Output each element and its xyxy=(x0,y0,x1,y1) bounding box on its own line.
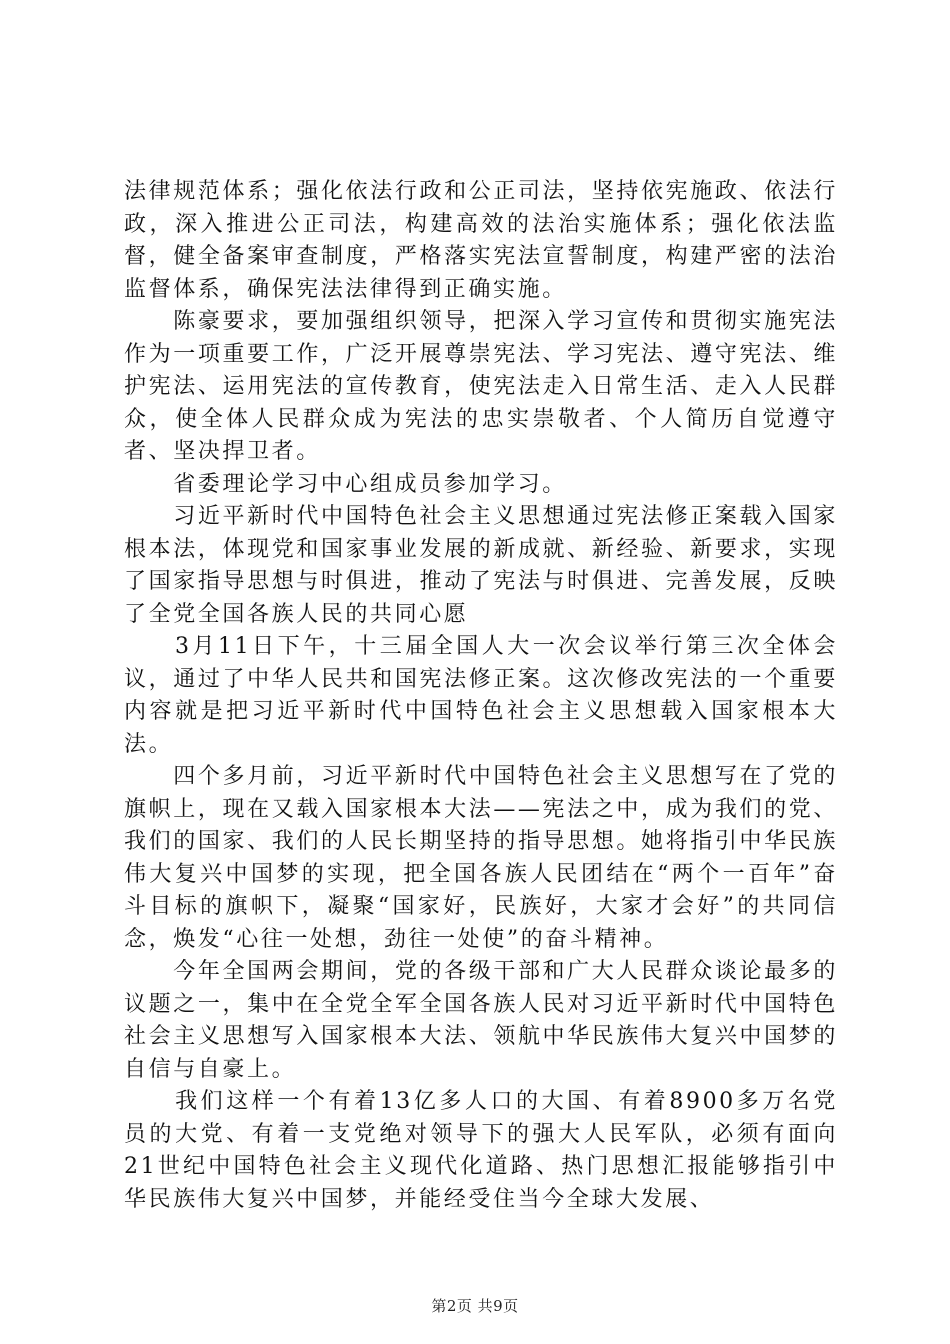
paragraph-2: 陈豪要求，要加强组织领导，把深入学习宣传和贯彻实施宪法作为一项重要工作，广泛开展尊崇宪法、学习宪法、遵守宪法、维护宪法、运用宪法的宣传教育，使宪法走入日常生活、走入人民群众，使全体人民群众成为宪法的忠实崇敬者、个人简历自觉遵守者、坚决捍卫者。 xyxy=(124,309,838,464)
document-body xyxy=(124,176,838,1216)
paragraph-4: 习近平新时代中国特色社会主义思想通过宪法修正案载入国家根本法，体现党和国家事业发展的新成就、新经验、新要求，实现了国家指导思想与时俱进，推动了宪法与时俱进、完善发展，反映了全党全国各族人民的共同心愿 xyxy=(124,504,838,627)
paragraph-1: 法律规范体系；强化依法行政和公正司法，坚持依宪施政、依法行政，深入推进公正司法，构建高效的法治实施体系；强化依法监督，健全备案审查制度，严格落实宪法宣誓制度，构建严密的法治监督体系，确保宪法法律得到正确实施。 xyxy=(124,179,838,302)
paragraph-7: 今年全国两会期间，党的各级干部和广大人民群众谈论最多的议题之一，集中在全党全军全国各族人民对习近平新时代中国特色社会主义思想写入国家根本大法、领航中华民族伟大复兴中国梦的自信与自豪上。 xyxy=(124,959,838,1082)
paragraph-6: 四个多月前，习近平新时代中国特色社会主义思想写在了党的旗帜上，现在又载入国家根本大法——宪法之中，成为我们的党、我们的国家、我们的人民长期坚持的指导思想。她将指引中华民族伟大复兴中国梦的实现，把全国各族人民团结在“两个一百年”奋斗目标的旗帜下，凝聚“国家好，民族好，大家才会好”的共同信念，焕发“心往一处想，劲往一处使”的奋斗精神。 xyxy=(124,764,838,952)
paragraph-8: 我们这样一个有着13亿多人口的大国、有着8900多万名党员的大党、有着一支党绝对领导下的强大人民军队，必须有面向21世纪中国特色社会主义现代化道路、热门思想汇报能够指引中华民族伟大复兴中国梦，并能经受住当今全球大发展、 xyxy=(124,1089,838,1212)
paragraph-5: 3月11日下午，十三届全国人大一次会议举行第三次全体会议，通过了中华人民共和国宪法修正案。这次修改宪法的一个重要内容就是把习近平新时代中国特色社会主义思想载入国家根本大法。 xyxy=(124,634,838,757)
page-footer: 第2页 共9页 xyxy=(431,1297,519,1315)
paragraph-3: 省委理论学习中心组成员参加学习。 xyxy=(124,471,567,497)
